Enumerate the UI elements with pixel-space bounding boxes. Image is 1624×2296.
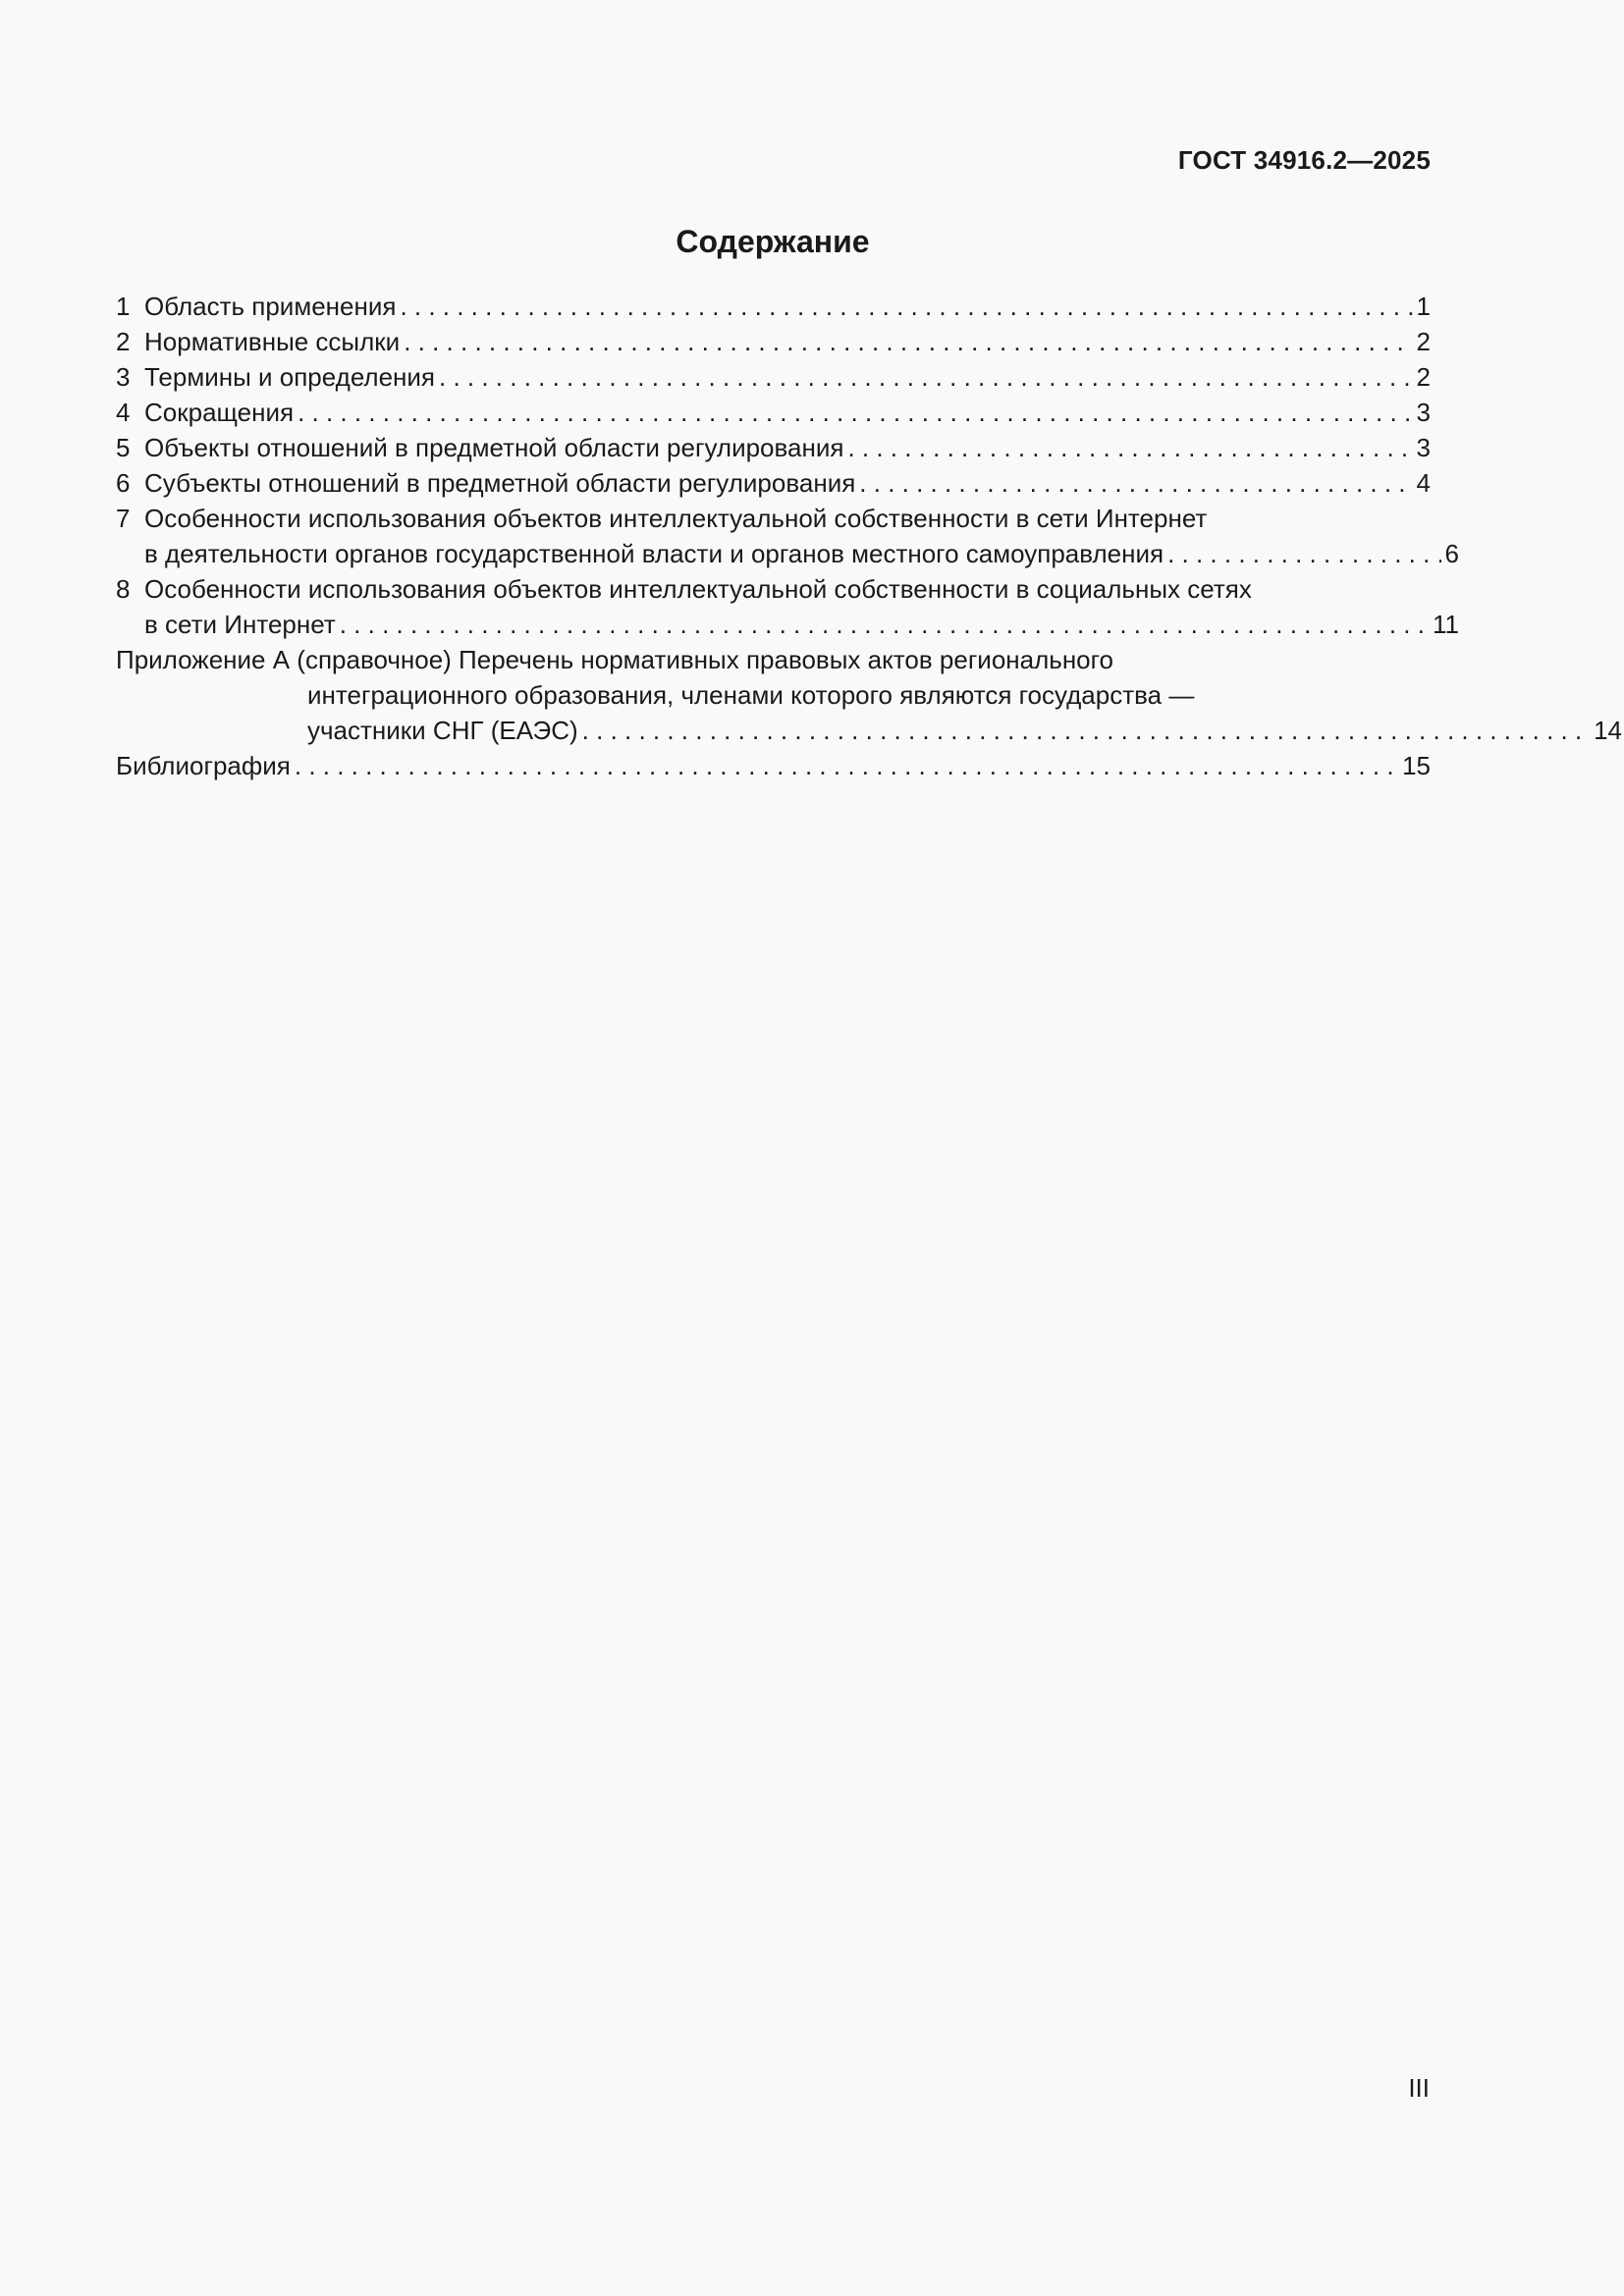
toc-entry-label: Сокращения [144, 398, 295, 427]
toc-entry-page: 3 [1416, 433, 1431, 462]
table-of-contents [116, 289, 1622, 783]
toc-entry-label: Особенности использования объектов интеллектуальной собственности в социальных сетях [144, 574, 1252, 604]
toc-title: Содержание [676, 224, 870, 259]
toc-entry-page: 2 [1416, 362, 1431, 392]
toc-entry-page: 3 [1416, 398, 1431, 427]
toc-entry-page: 15 [1402, 751, 1431, 780]
toc-entry-1[interactable] [116, 289, 1431, 324]
toc-leader-dots [295, 748, 1398, 783]
toc-entry-number: 5 [116, 433, 131, 462]
toc-entry-number: 6 [116, 468, 131, 498]
toc-entry-5[interactable] [116, 430, 1431, 465]
toc-entry-8-line1[interactable] [116, 571, 1431, 607]
toc-entry-7-line1[interactable] [116, 501, 1431, 536]
toc-entry-page: 6 [1444, 539, 1459, 568]
toc-entry-8-line2[interactable] [116, 607, 1459, 642]
toc-entry-number: 7 [116, 504, 131, 533]
toc-entry-page: 14 [1594, 716, 1622, 745]
standard-code: ГОСТ 34916.2—2025 [1177, 145, 1431, 175]
toc-leader-dots [847, 430, 1412, 465]
page-folio: III [1408, 2073, 1430, 2103]
toc-annex-label-continued: интеграционного образования, членами которого являются государства — [307, 680, 1195, 710]
toc-annex-label: Приложение А (справочное) Перечень нормативных правовых актов регионального [116, 645, 1114, 674]
toc-entry-label: Библиография [116, 751, 291, 780]
toc-entry-label: Термины и определения [144, 362, 436, 392]
toc-entry-number: 1 [116, 292, 131, 321]
toc-annex-label-continued: участники СНГ (ЕАЭС) [307, 716, 578, 745]
toc-entry-label: Нормативные ссылки [144, 327, 401, 356]
toc-entry-label: Область применения [144, 292, 397, 321]
toc-entry-number: 4 [116, 398, 131, 427]
toc-entry-3[interactable] [116, 359, 1431, 395]
toc-entry-6[interactable] [116, 465, 1431, 501]
toc-entry-page: 2 [1416, 327, 1431, 356]
toc-bibliography[interactable] [116, 748, 1431, 783]
toc-leader-dots [400, 289, 1412, 324]
toc-leader-dots [1167, 536, 1440, 571]
toc-leader-dots [859, 465, 1412, 501]
toc-entry-label: Субъекты отношений в предметной области регулирования [144, 468, 856, 498]
toc-leader-dots [404, 324, 1412, 359]
toc-annex-line1[interactable] [116, 642, 1431, 677]
toc-entry-number: 3 [116, 362, 131, 392]
toc-entry-page: 4 [1416, 468, 1431, 498]
toc-annex-line2[interactable] [116, 677, 1431, 713]
toc-entry-4[interactable] [116, 395, 1431, 430]
toc-entry-label: Объекты отношений в предметной области регулирования [144, 433, 844, 462]
toc-entry-2[interactable] [116, 324, 1431, 359]
toc-leader-dots [298, 395, 1412, 430]
toc-entry-label-continued: в сети Интернет [144, 610, 336, 639]
toc-entry-page: 1 [1416, 292, 1431, 321]
toc-entry-number: 8 [116, 574, 131, 604]
toc-leader-dots [582, 713, 1590, 748]
toc-leader-dots [439, 359, 1413, 395]
toc-annex-line3[interactable] [116, 713, 1622, 748]
toc-entry-number: 2 [116, 327, 131, 356]
toc-entry-page: 11 [1433, 610, 1459, 639]
toc-leader-dots [340, 607, 1429, 642]
toc-entry-label-continued: в деятельности органов государственной власти и органов местного самоуправления [144, 539, 1164, 568]
toc-entry-7-line2[interactable] [116, 536, 1459, 571]
toc-entry-label: Особенности использования объектов интеллектуальной собственности в сети Интернет [144, 504, 1208, 533]
